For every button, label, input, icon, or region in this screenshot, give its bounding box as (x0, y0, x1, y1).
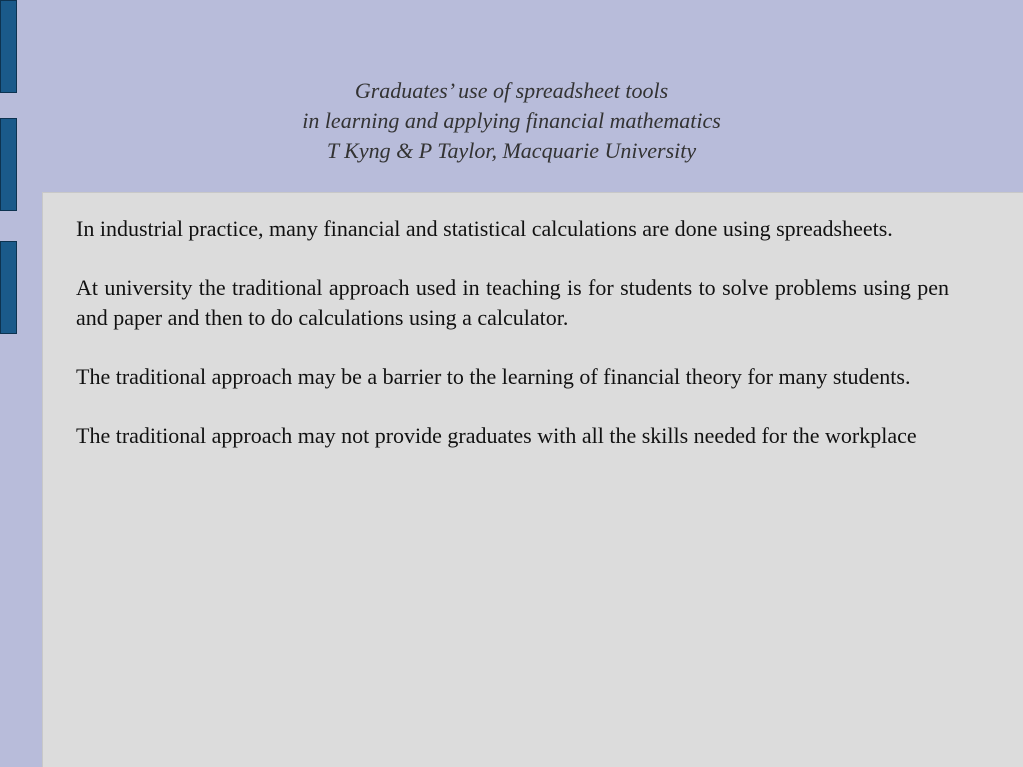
slide-title (0, 76, 1023, 166)
side-bar-decoration-bottom (0, 241, 17, 334)
paragraph-industrial-practice: In industrial practice, many financial and statistical calculations are done using spreadsheets. (76, 216, 893, 241)
subtitle-line: in learning and applying financial mathematics (302, 108, 721, 133)
paragraph-workplace-skills: The traditional approach may not provide graduates with all the skills needed for the workplace (76, 422, 917, 448)
paragraph-university-approach: At university the traditional approach used in teaching is for students to solve problems using pen and paper and then to do calculations using a calculator. (76, 275, 949, 330)
content-panel (42, 192, 1023, 767)
authors-line: T Kyng & P Taylor, Macquarie University (326, 138, 697, 163)
paragraph-barrier: The traditional approach may be a barrier to the learning of financial theory for many students. (76, 363, 911, 389)
slide-body (76, 214, 949, 480)
title-line: Graduates’ use of spreadsheet tools (354, 78, 669, 103)
